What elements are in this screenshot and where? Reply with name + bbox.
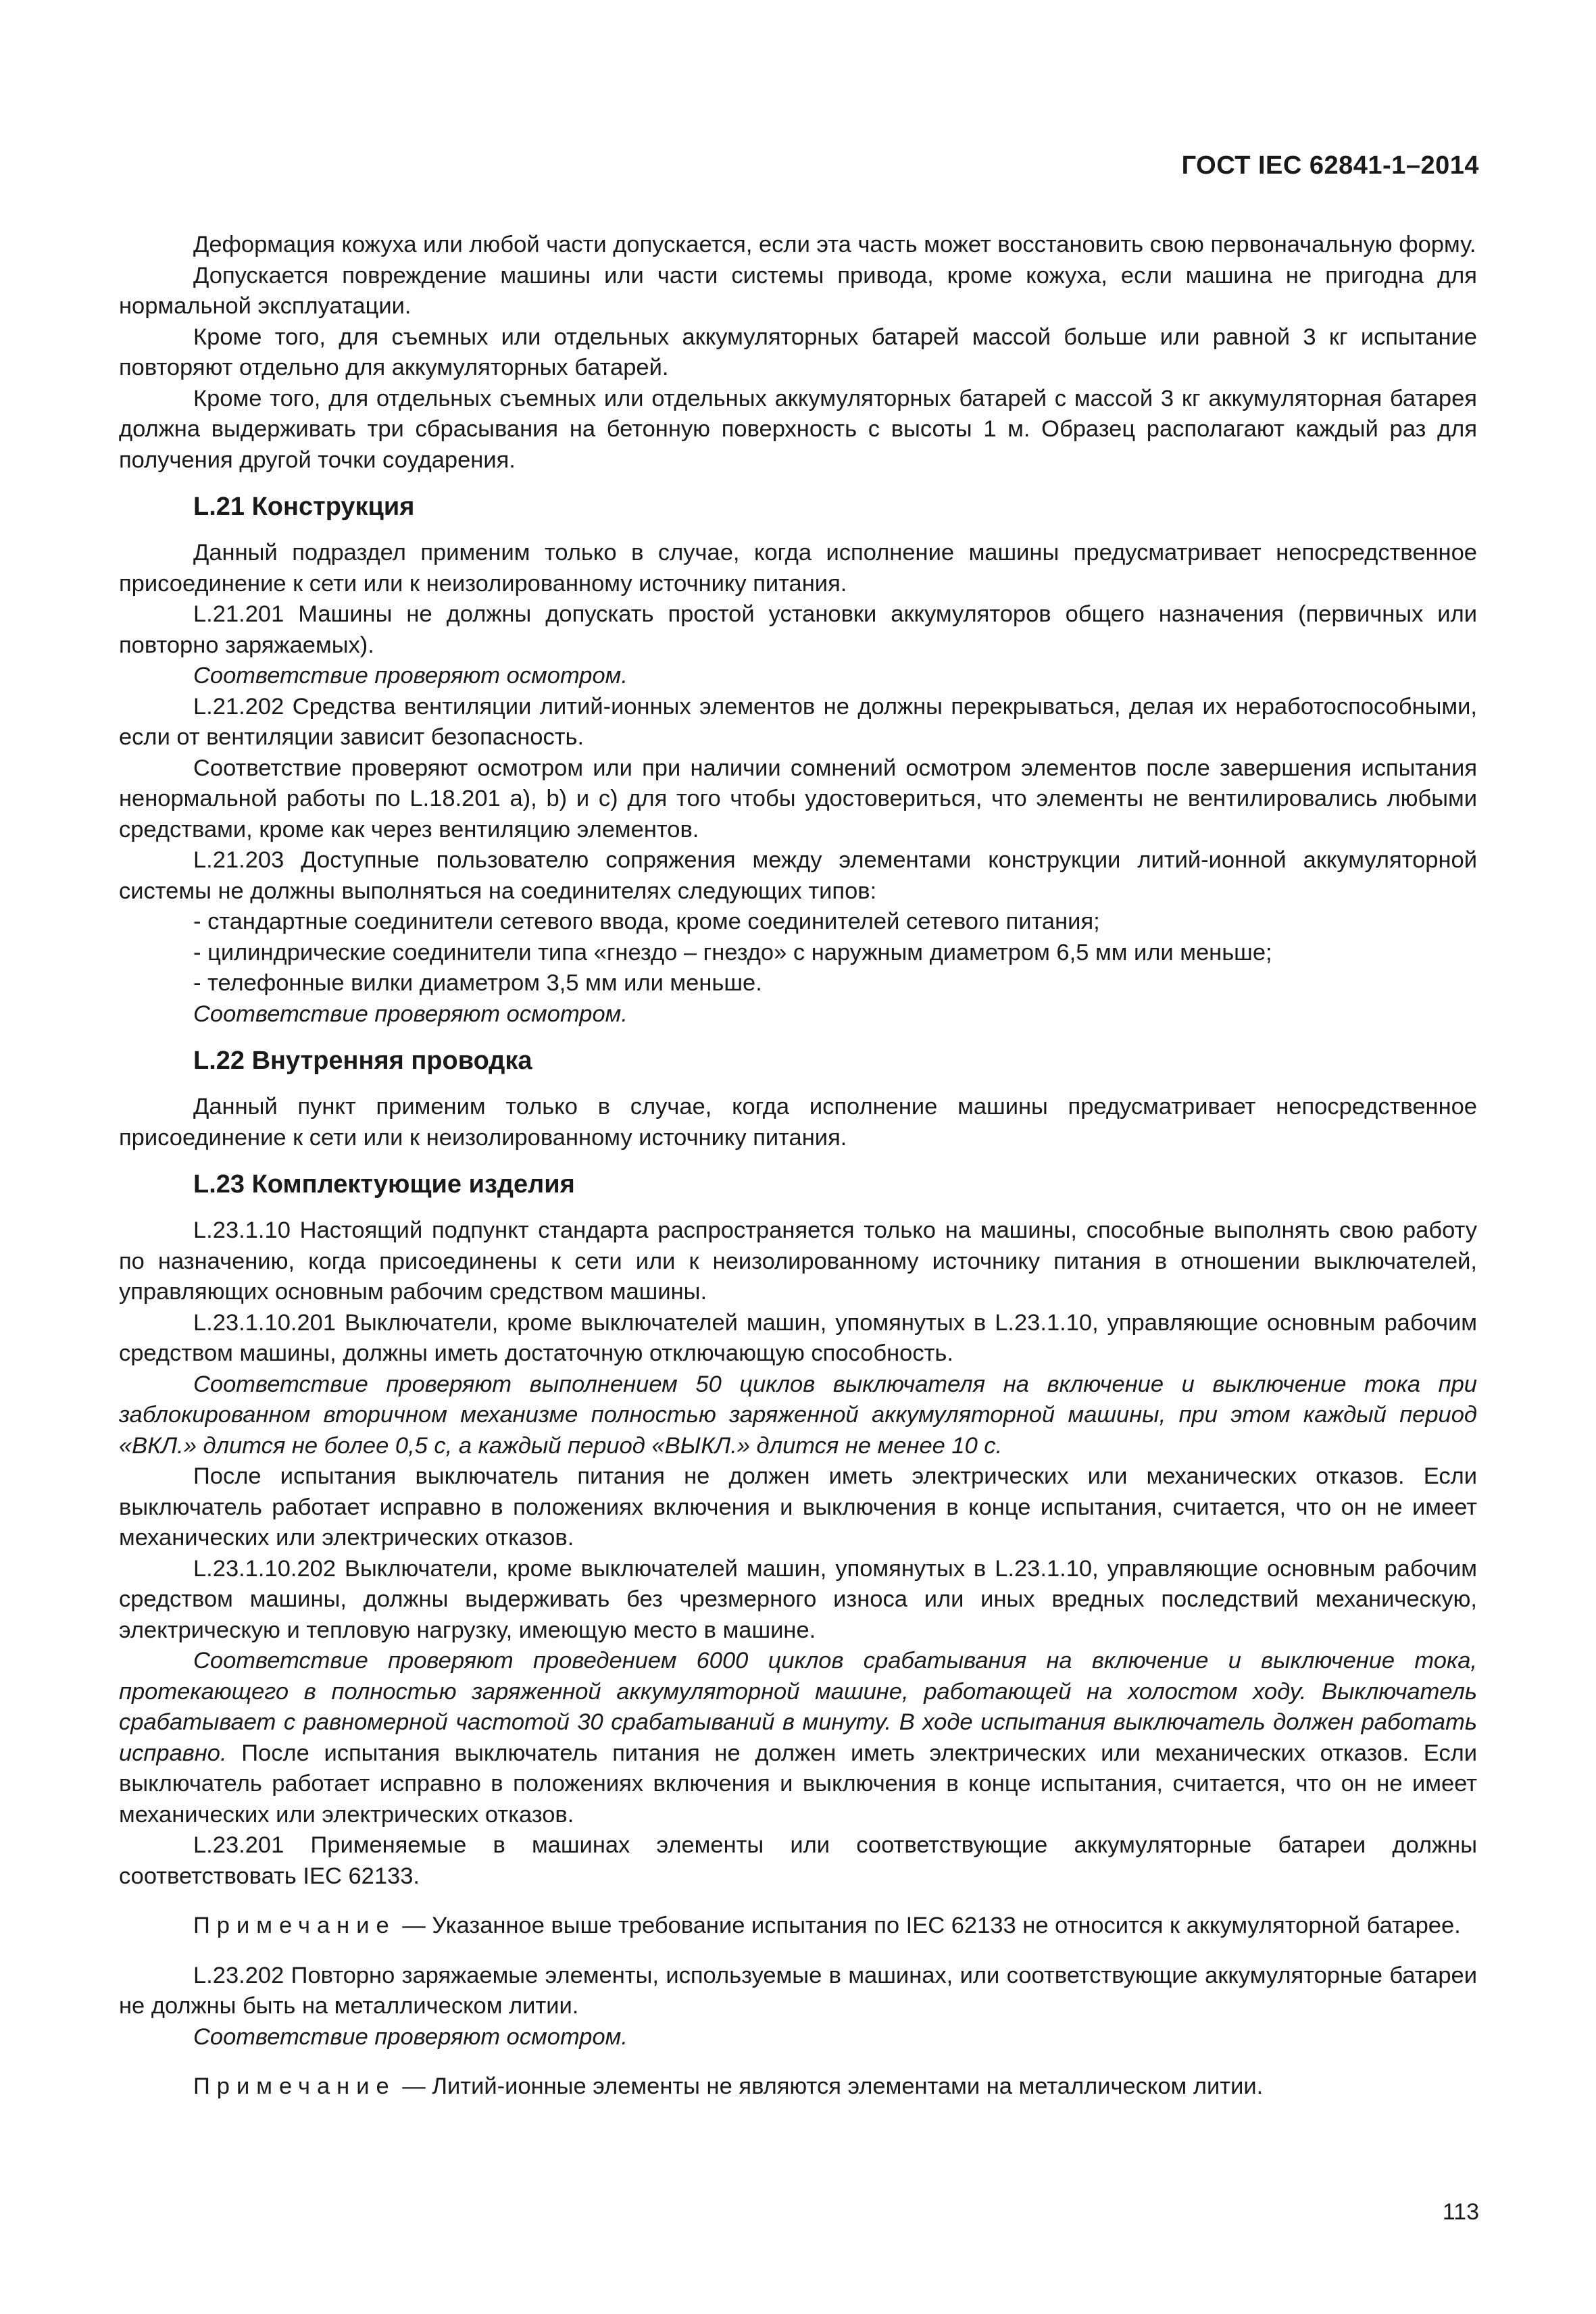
paragraph: L.21.202 Средства вентиляции литий-ионных элементов не должны перекрываться, делая их неработоспособными, если от вентиляции зависит безопасность. [119, 693, 1477, 750]
compliance-paragraph: Соответствие проверяют выполнением 50 циклов выключателя на включение и выключение тока при заблокированном вторичном механизме полностью заряженной аккумуляторной машины, при этом каждый период «ВКЛ.» длится не более 0,5 с, а каждый период «ВЫКЛ.» длится не менее 10 с. [119, 1371, 1477, 1459]
page-number: 113 [1442, 2199, 1479, 2225]
paragraph: L.23.1.10.201 Выключатели, кроме выключателей машин, упомянутых в L.23.1.10, управляющие основным рабочим средством машины, должны иметь достаточную отключающую способность. [119, 1309, 1477, 1366]
note-label: Примечание [193, 2073, 396, 2099]
compliance-paragraph: Соответствие проверяют осмотром. [193, 1001, 628, 1027]
paragraph: L.23.201 Применяемые в машинах элементы или соответствующие аккумуляторные батареи должны соответствовать IEC 62133. [119, 1832, 1477, 1889]
note-text: — Указанное выше требование испытания по IEC 62133 не относится к аккумуляторной батарее. [395, 1913, 1461, 1938]
paragraph: После испытания выключатель питания не должен иметь электрических или механических отказов. Если выключатель работает исправно в положениях включения и выключения в конце испытания, считается, что он не имеет механических или электрических отказов. [119, 1463, 1477, 1551]
paragraph: L.23.1.10 Настоящий подпункт стандарта распространяется только на машины, способные выполнять свою работу по назначению, когда присоединены к сети или к неизолированному источнику питания в отношении выключателей, управляющих основным рабочим средством машины. [119, 1217, 1477, 1305]
paragraph: L.23.1.10.202 Выключатели, кроме выключателей машин, упомянутых в L.23.1.10, управляющие основным рабочим средством машины, должны выдерживать без чрезмерного износа или иных вредных последствий механическую, электрическую и тепловую нагрузку, имеющую место в машине. [119, 1555, 1477, 1643]
compliance-paragraph: Соответствие проверяют осмотром. [193, 663, 628, 688]
paragraph: Данный подраздел применим только в случае, когда исполнение машины предусматривает непосредственное присоединение к сети или к неизолированному источнику питания. [119, 540, 1477, 597]
section-heading: L.21 Конструкция [193, 493, 415, 521]
paragraph-text: После испытания выключатель питания не должен иметь электрических или механических отказов. Если выключатель работает исправно в положениях включения и выключения в конце испытания, считается, что он не имеет механических или электрических отказов. [119, 1740, 1477, 1828]
standard-header: ГОСТ IEC 62841-1–2014 [1181, 151, 1479, 180]
paragraph: Кроме того, для съемных или отдельных аккумуляторных батарей массой больше или равной 3 кг испытание повторяют отдельно для аккумуляторных батарей. [119, 324, 1477, 380]
paragraph: - цилиндрические соединители типа «гнездо – гнездо» с наружным диаметром 6,5 мм или меньше; [193, 939, 1272, 965]
compliance-text: Соответствие проверяют проведением 6000 циклов срабатывания на включение и выключение тока, протекающего в полностью заряженной аккумуляторной машине, работающей на холостом ходу. Выключатель срабатывает с равномерной частотой 30 срабатываний в минуту. В ходе испытания выключатель должен работать исправно. [119, 1648, 1477, 1766]
paragraph: L.21.203 Доступные пользователю сопряжения между элементами конструкции литий-ионной аккумуляторной системы не должны выполняться на соединителях следующих типов: [119, 847, 1477, 904]
section-heading: L.22 Внутренняя проводка [193, 1047, 532, 1075]
paragraph: - телефонные вилки диаметром 3,5 мм или меньше. [193, 970, 762, 996]
note [119, 1911, 1477, 1942]
paragraph: Соответствие проверяют осмотром или при наличии сомнений осмотром элементов после завершения испытания ненормальной работы по L.18.201 а), b) и с) для того чтобы удостовериться, что элементы не вентилировались любыми средствами, кроме как через вентиляцию элементов. [119, 755, 1477, 842]
paragraph: - стандартные соединители сетевого ввода, кроме соединителей сетевого питания; [193, 909, 1100, 934]
paragraph: Данный пункт применим только в случае, когда исполнение машины предусматривает непосредственное присоединение к сети или к неизолированному источнику питания. [119, 1094, 1477, 1151]
paragraph-mixed [119, 1646, 1477, 1830]
section-heading: L.23 Комплектующие изделия [193, 1170, 575, 1199]
paragraph: L.23.202 Повторно заряжаемые элементы, используемые в машинах, или соответствующие аккумуляторные батареи не должны быть на металлическом литии. [119, 1962, 1477, 2019]
note-label: Примечание [193, 1913, 396, 1938]
paragraph: Деформация кожуха или любой части допускается, если эта часть может восстановить свою первоначальную форму. [193, 232, 1476, 257]
paragraph: L.21.201 Машины не должны допускать простой установки аккумуляторов общего назначения (первичных или повторно заряжаемых). [119, 601, 1477, 658]
paragraph: Допускается повреждение машины или части системы привода, кроме кожуха, если машина не пригодна для нормальной эксплуатации. [119, 262, 1477, 319]
compliance-paragraph: Соответствие проверяют осмотром. [193, 2023, 628, 2050]
paragraph: Кроме того, для отдельных съемных или отдельных аккумуляторных батарей с массой 3 кг аккумуляторная батарея должна выдерживать три сбрасывания на бетонную поверхность с высоты 1 м. Образец располагают каждый раз для получения другой точки соударения. [119, 385, 1477, 473]
note-text: — Литий-ионные элементы не являются элементами на металлическом литии. [395, 2073, 1264, 2099]
note [119, 2071, 1477, 2103]
document-body [119, 230, 1477, 2103]
